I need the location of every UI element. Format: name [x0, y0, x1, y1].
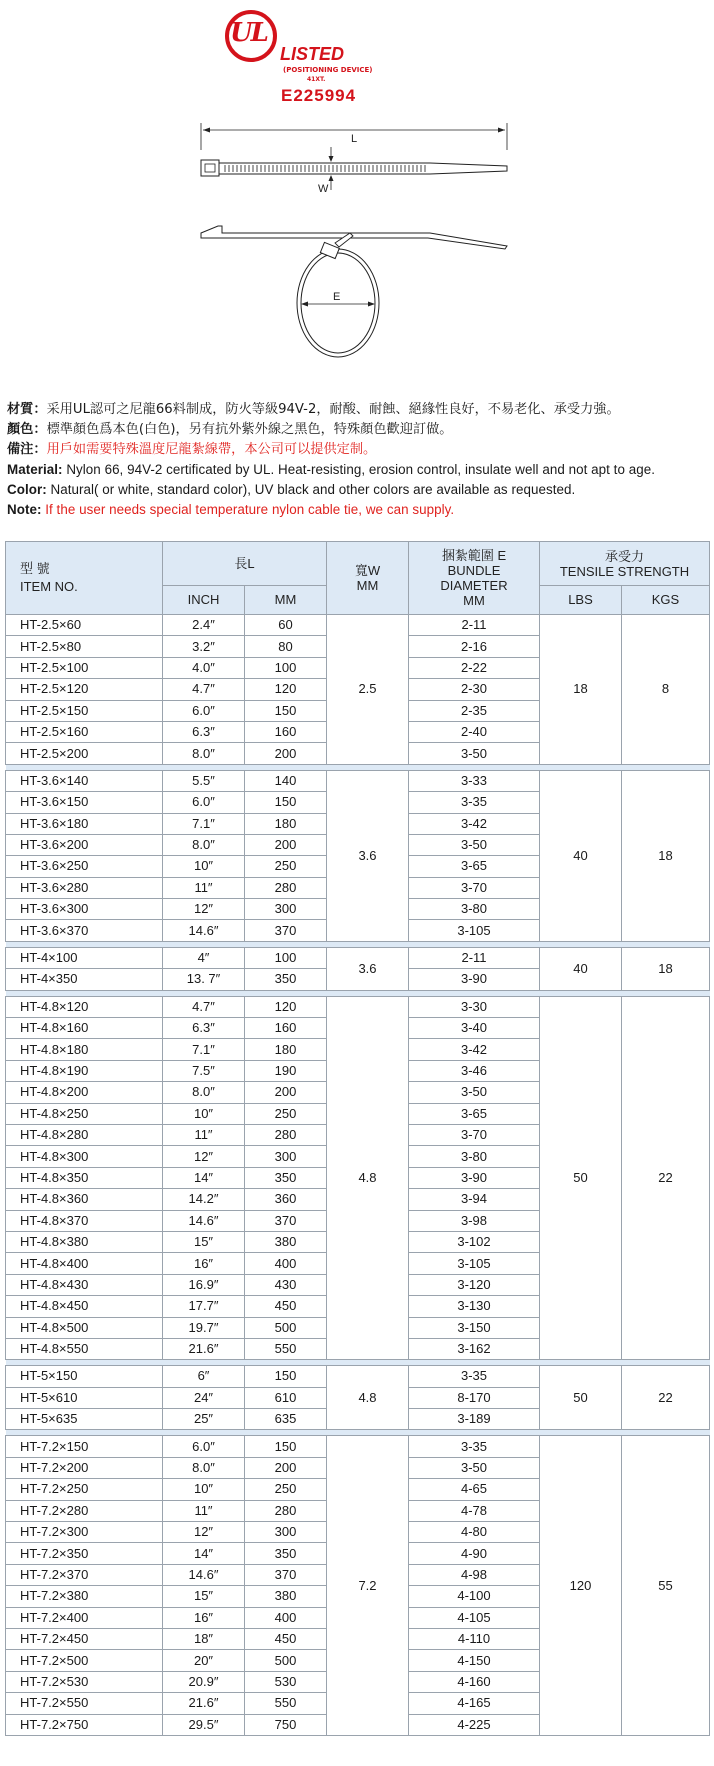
- length-mm-cell: 300: [245, 1522, 327, 1543]
- header-width: [327, 542, 409, 615]
- width-mm-cell: 3.6: [327, 770, 409, 941]
- material-en-label: Material:: [7, 462, 63, 477]
- length-mm-cell: 610: [245, 1387, 327, 1408]
- item-number-cell: HT-3.6×250: [6, 856, 163, 877]
- length-inch-cell: 14″: [163, 1543, 245, 1564]
- length-inch-cell: 21.6″: [163, 1693, 245, 1714]
- tensile-lbs-cell: 40: [540, 770, 622, 941]
- length-inch-cell: 6.3″: [163, 1018, 245, 1039]
- length-mm-cell: 530: [245, 1671, 327, 1692]
- length-inch-cell: 20″: [163, 1650, 245, 1671]
- item-number-cell: HT-4.8×120: [6, 996, 163, 1017]
- length-inch-cell: 11″: [163, 1500, 245, 1521]
- item-number-cell: HT-7.2×200: [6, 1457, 163, 1478]
- bundle-diameter-cell: 4-80: [409, 1522, 540, 1543]
- length-inch-cell: 25″: [163, 1409, 245, 1430]
- bundle-diameter-cell: 2-30: [409, 679, 540, 700]
- header-length: 長L: [163, 542, 327, 586]
- length-mm-cell: 160: [245, 1018, 327, 1039]
- cable-tie-loop-view: [299, 233, 377, 355]
- length-inch-cell: 8.0″: [163, 1457, 245, 1478]
- cable-tie-diagram: [0, 105, 714, 395]
- length-mm-cell: 360: [245, 1189, 327, 1210]
- bundle-diameter-cell: 3-70: [409, 877, 540, 898]
- bundle-diameter-cell: 3-50: [409, 743, 540, 764]
- item-number-cell: HT-4.8×500: [6, 1317, 163, 1338]
- table-row: [6, 1366, 710, 1387]
- bundle-diameter-cell: 3-65: [409, 856, 540, 877]
- item-number-cell: HT-7.2×750: [6, 1714, 163, 1735]
- bundle-diameter-cell: 3-40: [409, 1018, 540, 1039]
- length-inch-cell: 14.2″: [163, 1189, 245, 1210]
- item-number-cell: HT-3.6×180: [6, 813, 163, 834]
- length-inch-cell: 19.7″: [163, 1317, 245, 1338]
- header-lbs: LBS: [540, 586, 622, 615]
- item-number-cell: HT-2.5×120: [6, 679, 163, 700]
- length-inch-cell: 4.0″: [163, 657, 245, 678]
- length-inch-cell: 18″: [163, 1628, 245, 1649]
- length-inch-cell: 11″: [163, 1124, 245, 1145]
- item-number-cell: HT-4.8×550: [6, 1338, 163, 1359]
- width-mm-cell: 7.2: [327, 1436, 409, 1735]
- width-mm-cell: 4.8: [327, 996, 409, 1360]
- bundle-diameter-cell: 3-150: [409, 1317, 540, 1338]
- header-kgs: KGS: [622, 586, 710, 615]
- length-mm-cell: 400: [245, 1607, 327, 1628]
- length-inch-cell: 10″: [163, 1103, 245, 1124]
- item-number-cell: HT-3.6×150: [6, 792, 163, 813]
- bundle-diameter-cell: 3-35: [409, 1436, 540, 1457]
- item-number-cell: HT-3.6×370: [6, 920, 163, 941]
- length-inch-cell: 4.7″: [163, 679, 245, 700]
- header-bundle-mm: MM: [463, 593, 485, 608]
- length-mm-cell: 190: [245, 1060, 327, 1081]
- length-mm-cell: 120: [245, 679, 327, 700]
- header: [0, 0, 714, 395]
- bundle-diameter-cell: 3-94: [409, 1189, 540, 1210]
- length-mm-cell: 100: [245, 657, 327, 678]
- header-bundle-en1: BUNDLE: [447, 563, 501, 578]
- length-mm-cell: 150: [245, 1436, 327, 1457]
- note-cn-label: 備注：: [7, 442, 47, 457]
- header-item: [6, 542, 163, 615]
- header-bundle-cn: 捆紮範圍 E: [441, 548, 507, 563]
- length-mm-cell: 450: [245, 1628, 327, 1649]
- length-inch-cell: 8.0″: [163, 1082, 245, 1103]
- header-tensile: [540, 542, 710, 586]
- header-inch: INCH: [163, 586, 245, 615]
- item-number-cell: HT-3.6×140: [6, 770, 163, 791]
- tensile-lbs-cell: 18: [540, 615, 622, 765]
- length-mm-cell: 150: [245, 700, 327, 721]
- bundle-diameter-cell: 4-100: [409, 1586, 540, 1607]
- bundle-diameter-cell: 3-80: [409, 899, 540, 920]
- length-inch-cell: 8.0″: [163, 834, 245, 855]
- item-number-cell: HT-7.2×550: [6, 1693, 163, 1714]
- length-inch-cell: 2.4″: [163, 615, 245, 636]
- bundle-diameter-cell: 4-225: [409, 1714, 540, 1735]
- length-mm-cell: 500: [245, 1317, 327, 1338]
- item-number-cell: HT-7.2×250: [6, 1479, 163, 1500]
- length-mm-cell: 300: [245, 899, 327, 920]
- length-mm-cell: 200: [245, 834, 327, 855]
- length-inch-cell: 4.7″: [163, 996, 245, 1017]
- item-number-cell: HT-4.8×250: [6, 1103, 163, 1124]
- width-label: W: [318, 183, 329, 195]
- length-mm-cell: 160: [245, 721, 327, 742]
- length-inch-cell: 6.3″: [163, 721, 245, 742]
- item-number-cell: HT-4.8×160: [6, 1018, 163, 1039]
- length-mm-cell: 60: [245, 615, 327, 636]
- tensile-kgs-cell: 55: [622, 1436, 710, 1735]
- length-inch-cell: 14.6″: [163, 920, 245, 941]
- length-mm-cell: 200: [245, 1082, 327, 1103]
- length-mm-cell: 280: [245, 1500, 327, 1521]
- item-number-cell: HT-4.8×180: [6, 1039, 163, 1060]
- length-inch-cell: 5.5″: [163, 770, 245, 791]
- bundle-diameter-cell: 3-102: [409, 1231, 540, 1252]
- bundle-diameter-cell: 2-16: [409, 636, 540, 657]
- item-number-cell: HT-2.5×60: [6, 615, 163, 636]
- bundle-diameter-cell: 3-35: [409, 1366, 540, 1387]
- item-number-cell: HT-3.6×300: [6, 899, 163, 920]
- length-inch-cell: 24″: [163, 1387, 245, 1408]
- bundle-diameter-cell: 3-35: [409, 792, 540, 813]
- cable-tie-top-view: [201, 123, 507, 195]
- length-mm-cell: 100: [245, 947, 327, 968]
- length-mm-cell: 140: [245, 770, 327, 791]
- length-inch-cell: 4″: [163, 947, 245, 968]
- length-mm-cell: 280: [245, 877, 327, 898]
- item-number-cell: HT-7.2×350: [6, 1543, 163, 1564]
- bundle-diameter-cell: 4-160: [409, 1671, 540, 1692]
- bundle-diameter-cell: 4-90: [409, 1543, 540, 1564]
- item-number-cell: HT-7.2×530: [6, 1671, 163, 1692]
- bundle-diameter-cell: 4-110: [409, 1628, 540, 1649]
- tensile-kgs-cell: 8: [622, 615, 710, 765]
- item-number-cell: HT-7.2×150: [6, 1436, 163, 1457]
- bundle-diameter-cell: 4-65: [409, 1479, 540, 1500]
- length-inch-cell: 21.6″: [163, 1338, 245, 1359]
- length-mm-cell: 635: [245, 1409, 327, 1430]
- length-inch-cell: 20.9″: [163, 1671, 245, 1692]
- length-mm-cell: 550: [245, 1338, 327, 1359]
- length-inch-cell: 7.1″: [163, 813, 245, 834]
- note-en-text: If the user needs special temperature nylon cable tie, we can supply.: [45, 502, 455, 517]
- bundle-diameter-cell: 2-11: [409, 615, 540, 636]
- table-body: [6, 615, 710, 1736]
- length-inch-cell: 15″: [163, 1586, 245, 1607]
- item-number-cell: HT-3.6×200: [6, 834, 163, 855]
- length-mm-cell: 120: [245, 996, 327, 1017]
- header-item-en: ITEM NO.: [20, 579, 78, 594]
- item-number-cell: HT-2.5×80: [6, 636, 163, 657]
- material-en-text: Nylon 66, 94V-2 certificated by UL. Heat-resisting, erosion control, insulate well and not apt to age.: [66, 462, 655, 477]
- material-cn-line: [7, 400, 711, 420]
- length-mm-cell: 370: [245, 920, 327, 941]
- length-inch-cell: 16″: [163, 1607, 245, 1628]
- bundle-diameter-cell: 2-11: [409, 947, 540, 968]
- width-mm-cell: 3.6: [327, 947, 409, 990]
- length-inch-cell: 11″: [163, 877, 245, 898]
- length-mm-cell: 380: [245, 1586, 327, 1607]
- ul-subtitle: (POSITIONING DEVICE): [283, 66, 373, 74]
- length-mm-cell: 250: [245, 1103, 327, 1124]
- length-mm-cell: 250: [245, 856, 327, 877]
- length-mm-cell: 200: [245, 743, 327, 764]
- length-mm-cell: 80: [245, 636, 327, 657]
- length-inch-cell: 3.2″: [163, 636, 245, 657]
- bundle-diameter-cell: 3-50: [409, 1082, 540, 1103]
- specification-text: [7, 400, 711, 520]
- length-inch-cell: 13. 7″: [163, 969, 245, 990]
- ul-file-number: E225994: [281, 86, 357, 105]
- item-number-cell: HT-4.8×400: [6, 1253, 163, 1274]
- item-number-cell: HT-7.2×370: [6, 1564, 163, 1585]
- item-number-cell: HT-4.8×450: [6, 1296, 163, 1317]
- table-row: [6, 770, 710, 791]
- item-number-cell: HT-4×100: [6, 947, 163, 968]
- length-mm-cell: 370: [245, 1564, 327, 1585]
- header-mm: MM: [245, 586, 327, 615]
- length-mm-cell: 430: [245, 1274, 327, 1295]
- bundle-diameter-cell: 2-35: [409, 700, 540, 721]
- color-en-line: [7, 480, 711, 500]
- tensile-lbs-cell: 50: [540, 1366, 622, 1430]
- item-number-cell: HT-2.5×200: [6, 743, 163, 764]
- table-row: [6, 1436, 710, 1457]
- bundle-diameter-cell: 3-80: [409, 1146, 540, 1167]
- length-mm-cell: 250: [245, 1479, 327, 1500]
- bundle-diameter-cell: 3-50: [409, 1457, 540, 1478]
- material-cn-label: 材質：: [7, 402, 47, 417]
- cable-tie-spec-table: [5, 541, 710, 1736]
- item-number-cell: HT-7.2×450: [6, 1628, 163, 1649]
- length-mm-cell: 370: [245, 1210, 327, 1231]
- length-inch-cell: 17.7″: [163, 1296, 245, 1317]
- tensile-kgs-cell: 18: [622, 947, 710, 990]
- table-row: [6, 996, 710, 1017]
- item-number-cell: HT-2.5×100: [6, 657, 163, 678]
- item-number-cell: HT-4.8×380: [6, 1231, 163, 1252]
- bundle-diameter-cell: 3-189: [409, 1409, 540, 1430]
- item-number-cell: HT-4.8×280: [6, 1124, 163, 1145]
- length-mm-cell: 200: [245, 1457, 327, 1478]
- bundle-diameter-cell: 3-65: [409, 1103, 540, 1124]
- note-cn-text: 用戶如需要特殊溫度尼龍紮線帶，本公司可以提供定制。: [46, 442, 377, 457]
- length-mm-cell: 280: [245, 1124, 327, 1145]
- length-mm-cell: 150: [245, 792, 327, 813]
- header-tensile-en: TENSILE STRENGTH: [559, 563, 690, 579]
- bundle-diameter-cell: 3-30: [409, 996, 540, 1017]
- length-mm-cell: 350: [245, 969, 327, 990]
- bundle-diameter-cell: 3-46: [409, 1060, 540, 1081]
- bundle-diameter-cell: 3-120: [409, 1274, 540, 1295]
- length-inch-cell: 14.6″: [163, 1210, 245, 1231]
- item-number-cell: HT-5×610: [6, 1387, 163, 1408]
- item-number-cell: HT-4.8×430: [6, 1274, 163, 1295]
- item-number-cell: HT-5×635: [6, 1409, 163, 1430]
- ul-letters: UL: [230, 18, 267, 48]
- bundle-diameter-cell: 3-42: [409, 813, 540, 834]
- header-item-cn: 型 號: [20, 561, 50, 576]
- length-inch-cell: 10″: [163, 856, 245, 877]
- length-inch-cell: 6.0″: [163, 700, 245, 721]
- bundle-diameter-cell: 3-90: [409, 1167, 540, 1188]
- bundle-diameter-cell: 3-33: [409, 770, 540, 791]
- item-number-cell: HT-4.8×370: [6, 1210, 163, 1231]
- item-number-cell: HT-4.8×350: [6, 1167, 163, 1188]
- item-number-cell: HT-4×350: [6, 969, 163, 990]
- bundle-diameter-cell: 4-98: [409, 1564, 540, 1585]
- bundle-diameter-cell: 3-105: [409, 1253, 540, 1274]
- length-label: L: [351, 133, 358, 145]
- bundle-diameter-cell: 3-70: [409, 1124, 540, 1145]
- tensile-lbs-cell: 50: [540, 996, 622, 1360]
- item-number-cell: HT-3.6×280: [6, 877, 163, 898]
- note-cn-line: [7, 440, 711, 460]
- length-inch-cell: 15″: [163, 1231, 245, 1252]
- color-cn-label: 顏色：: [7, 422, 47, 437]
- table-row: [6, 947, 710, 968]
- length-inch-cell: 12″: [163, 1146, 245, 1167]
- bundle-diameter-cell: 3-162: [409, 1338, 540, 1359]
- length-inch-cell: 12″: [163, 899, 245, 920]
- length-inch-cell: 6.0″: [163, 1436, 245, 1457]
- length-mm-cell: 350: [245, 1543, 327, 1564]
- color-en-label: Color:: [7, 482, 47, 497]
- length-mm-cell: 300: [245, 1146, 327, 1167]
- item-number-cell: HT-2.5×160: [6, 721, 163, 742]
- color-cn-text: 標準顏色爲本色(白色)，另有抗外紫外線之黑色，特殊顏色歡迎訂做。: [46, 422, 453, 437]
- length-inch-cell: 7.5″: [163, 1060, 245, 1081]
- table-header: [6, 542, 710, 615]
- bundle-diameter-cell: 3-130: [409, 1296, 540, 1317]
- note-en-label: Note:: [7, 502, 42, 517]
- width-mm-cell: 2.5: [327, 615, 409, 765]
- length-mm-cell: 550: [245, 1693, 327, 1714]
- header-tensile-cn: 承受力: [604, 548, 644, 564]
- material-en-line: [7, 460, 711, 480]
- length-mm-cell: 150: [245, 1366, 327, 1387]
- length-mm-cell: 380: [245, 1231, 327, 1252]
- note-en-line: [7, 500, 711, 520]
- length-inch-cell: 10″: [163, 1479, 245, 1500]
- tensile-lbs-cell: 120: [540, 1436, 622, 1735]
- length-mm-cell: 750: [245, 1714, 327, 1735]
- bundle-diameter-cell: 4-105: [409, 1607, 540, 1628]
- length-inch-cell: 14″: [163, 1167, 245, 1188]
- length-inch-cell: 29.5″: [163, 1714, 245, 1735]
- item-number-cell: HT-4.8×190: [6, 1060, 163, 1081]
- length-mm-cell: 180: [245, 1039, 327, 1060]
- bundle-diameter-cell: 3-50: [409, 834, 540, 855]
- length-inch-cell: 7.1″: [163, 1039, 245, 1060]
- length-inch-cell: 16.9″: [163, 1274, 245, 1295]
- item-number-cell: HT-4.8×300: [6, 1146, 163, 1167]
- color-cn-line: [7, 420, 711, 440]
- bundle-diameter-cell: 4-78: [409, 1500, 540, 1521]
- length-mm-cell: 350: [245, 1167, 327, 1188]
- bundle-diameter-cell: 3-98: [409, 1210, 540, 1231]
- header-width-mm: MM: [356, 578, 379, 593]
- header-bundle: [409, 542, 540, 615]
- bundle-diameter-cell: 4-165: [409, 1693, 540, 1714]
- length-mm-cell: 400: [245, 1253, 327, 1274]
- bundle-diameter-cell: 2-40: [409, 721, 540, 742]
- length-inch-cell: 8.0″: [163, 743, 245, 764]
- color-en-text: Natural( or white, standard color), UV black and other colors are available as requested.: [50, 482, 576, 497]
- tensile-kgs-cell: 22: [622, 996, 710, 1360]
- length-mm-cell: 450: [245, 1296, 327, 1317]
- ul-category-code: 41XT.: [307, 76, 326, 83]
- tensile-kgs-cell: 22: [622, 1366, 710, 1430]
- header-width-cn: 寬W: [354, 563, 381, 578]
- length-inch-cell: 16″: [163, 1253, 245, 1274]
- bundle-diameter-cell: 2-22: [409, 657, 540, 678]
- item-number-cell: HT-7.2×500: [6, 1650, 163, 1671]
- bundle-diameter-cell: 4-150: [409, 1650, 540, 1671]
- bundle-diameter-cell: 3-90: [409, 969, 540, 990]
- ul-listed-logo: [225, 10, 385, 105]
- length-inch-cell: 6″: [163, 1366, 245, 1387]
- item-number-cell: HT-4.8×360: [6, 1189, 163, 1210]
- item-number-cell: HT-2.5×150: [6, 700, 163, 721]
- ul-listed-text: LISTED: [280, 44, 345, 64]
- length-inch-cell: 14.6″: [163, 1564, 245, 1585]
- bundle-diameter-cell: 3-42: [409, 1039, 540, 1060]
- table-row: [6, 615, 710, 636]
- item-number-cell: HT-4.8×200: [6, 1082, 163, 1103]
- length-mm-cell: 500: [245, 1650, 327, 1671]
- bundle-diameter-cell: 8-170: [409, 1387, 540, 1408]
- length-inch-cell: 6.0″: [163, 792, 245, 813]
- item-number-cell: HT-7.2×280: [6, 1500, 163, 1521]
- tensile-kgs-cell: 18: [622, 770, 710, 941]
- width-mm-cell: 4.8: [327, 1366, 409, 1430]
- length-mm-cell: 180: [245, 813, 327, 834]
- diameter-label: E: [333, 291, 341, 303]
- item-number-cell: HT-7.2×380: [6, 1586, 163, 1607]
- cable-tie-side-view: [201, 226, 507, 249]
- material-cn-text: 采用UL認可之尼龍66料制成，防火等級94V-2，耐酸、耐蝕、絕緣性良好，不易老化、承受力強。: [46, 402, 620, 417]
- item-number-cell: HT-5×150: [6, 1366, 163, 1387]
- bundle-diameter-cell: 3-105: [409, 920, 540, 941]
- item-number-cell: HT-7.2×400: [6, 1607, 163, 1628]
- tensile-lbs-cell: 40: [540, 947, 622, 990]
- item-number-cell: HT-7.2×300: [6, 1522, 163, 1543]
- header-bundle-en2: DIAMETER: [440, 578, 508, 593]
- length-inch-cell: 12″: [163, 1522, 245, 1543]
